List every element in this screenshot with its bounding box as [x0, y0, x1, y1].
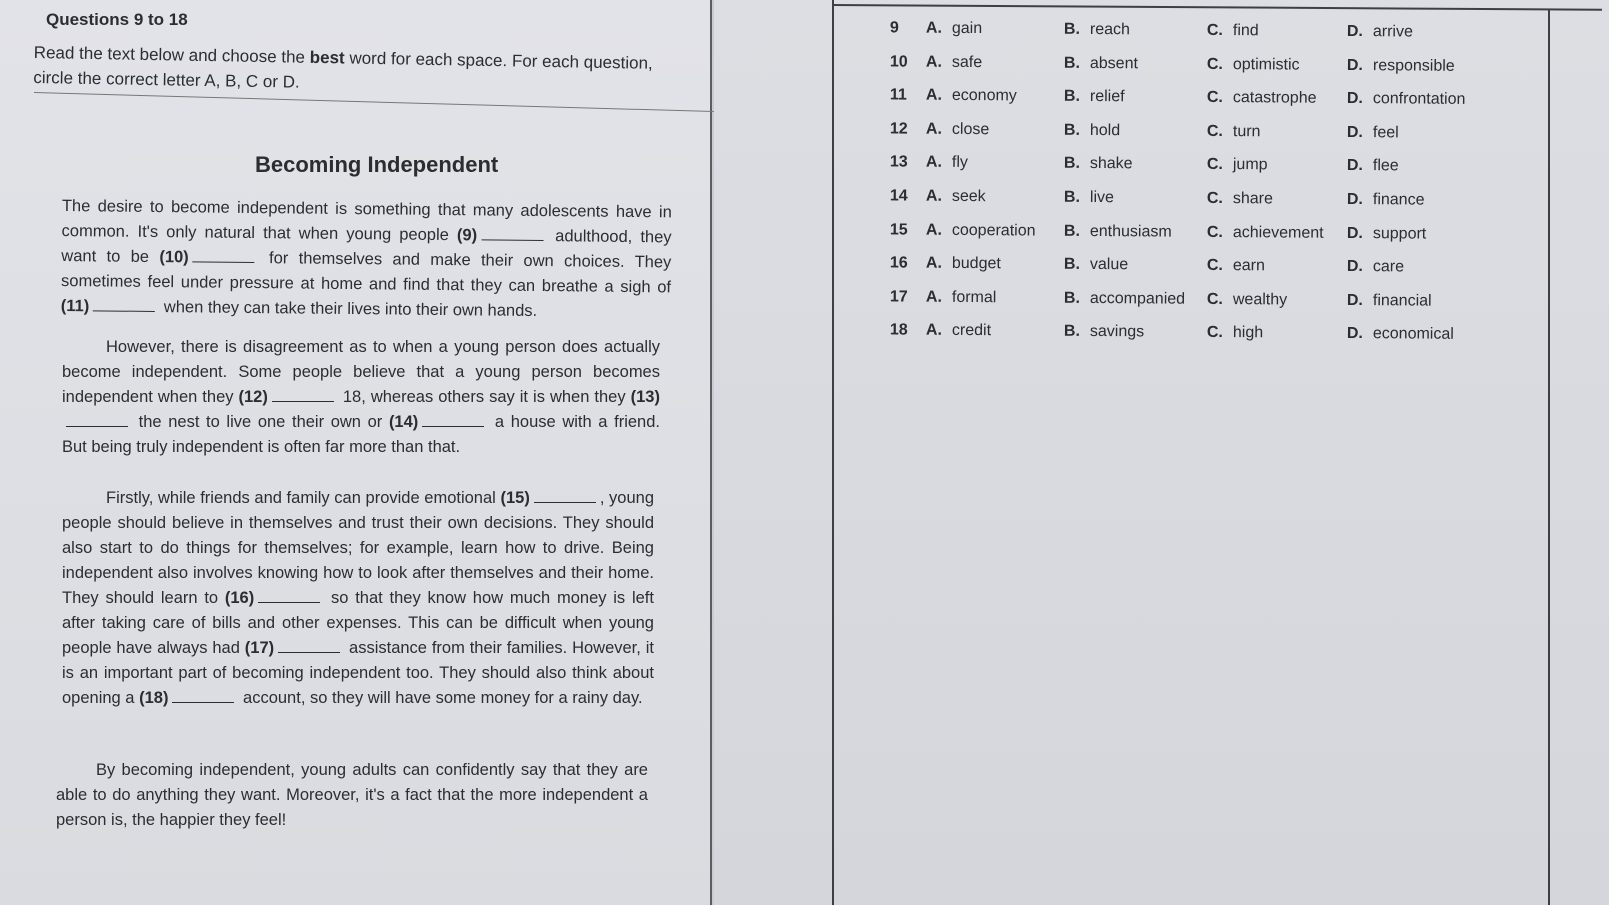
right-page	[714, 0, 1609, 905]
option-letter: B.	[1063, 54, 1080, 72]
option-letter: B.	[1063, 222, 1080, 240]
blank-14	[422, 412, 484, 427]
question-number: 17	[889, 288, 908, 306]
blank-16	[258, 588, 320, 603]
instructions-text-3: circle the correct letter A, B, C or D.	[33, 67, 300, 92]
option-word: gain	[951, 19, 983, 38]
option-letter: D.	[1346, 291, 1363, 309]
p3-text-a: Firstly, while friends and family can provide emotional	[106, 489, 496, 507]
option-letter: A.	[925, 86, 942, 104]
option-b[interactable]	[1064, 290, 1185, 309]
option-b[interactable]	[1064, 21, 1130, 40]
option-b[interactable]	[1064, 122, 1120, 140]
option-c[interactable]	[1207, 156, 1268, 174]
option-a[interactable]	[926, 255, 1001, 274]
option-word: enthusiasm	[1089, 222, 1172, 241]
p2-text-c: the nest to live one their own or	[138, 413, 383, 431]
option-letter: B.	[1063, 20, 1080, 38]
option-d[interactable]	[1347, 23, 1413, 42]
option-word: jump	[1232, 156, 1268, 174]
blank-9	[481, 225, 543, 241]
question-number: 9	[889, 19, 899, 37]
questions-heading: Questions 9 to 18	[46, 10, 188, 29]
instructions-text-1: Read the text below and choose the	[33, 42, 306, 67]
question-row-12	[714, 119, 1609, 156]
option-c[interactable]	[1207, 324, 1263, 342]
option-word: responsible	[1372, 56, 1455, 75]
option-letter: B.	[1063, 87, 1080, 106]
option-word: cooperation	[951, 221, 1036, 240]
paragraph-3	[62, 486, 654, 711]
option-word: economy	[951, 87, 1017, 105]
option-d[interactable]	[1347, 325, 1454, 344]
question-number: 13	[889, 153, 908, 171]
instructions	[33, 40, 734, 102]
option-word: achievement	[1232, 223, 1324, 242]
question-row-15	[714, 220, 1609, 257]
option-letter: B.	[1063, 323, 1080, 341]
frame-line-top	[832, 4, 1602, 11]
option-letter: D.	[1346, 123, 1363, 141]
option-word: seek	[951, 187, 986, 206]
option-letter: D.	[1346, 157, 1363, 175]
option-letter: A.	[925, 288, 942, 306]
question-number: 16	[889, 254, 908, 272]
option-d[interactable]	[1347, 90, 1466, 109]
option-letter: C.	[1206, 156, 1223, 174]
option-letter: D.	[1346, 190, 1363, 209]
p3-text-c: so that they know how much money is left after taking care of bills and other expenses. This can be difficult when young people have always had	[62, 589, 654, 657]
option-word: savings	[1089, 323, 1145, 341]
option-word: credit	[951, 322, 992, 340]
option-word: care	[1372, 258, 1405, 276]
option-word: safe	[951, 53, 983, 71]
blank-15-label: (15)	[500, 489, 530, 507]
option-b[interactable]	[1064, 88, 1125, 106]
question-number: 11	[889, 86, 907, 104]
option-word: live	[1089, 188, 1115, 207]
option-b[interactable]	[1064, 222, 1172, 241]
option-word: feel	[1372, 123, 1399, 142]
option-letter: D.	[1346, 56, 1363, 74]
option-b[interactable]	[1064, 189, 1114, 207]
p1-text-c: for themselves and make their own choices. They sometimes feel under pressure at home and find that they can breathe a sigh of	[60, 249, 672, 297]
option-letter: C.	[1206, 324, 1223, 342]
paragraph-1	[61, 194, 672, 325]
blank-17	[278, 638, 340, 653]
option-a[interactable]	[926, 188, 986, 206]
option-letter: D.	[1346, 325, 1363, 343]
option-a[interactable]	[926, 87, 1017, 106]
option-d[interactable]	[1347, 225, 1427, 244]
option-a[interactable]	[926, 221, 1036, 240]
blank-18	[172, 688, 234, 703]
blank-15	[534, 488, 596, 503]
option-letter: A.	[925, 187, 942, 205]
option-word: formal	[951, 288, 997, 307]
option-letter: A.	[925, 322, 942, 340]
option-letter: C.	[1206, 189, 1223, 207]
option-letter: B.	[1063, 121, 1080, 139]
blank-12	[272, 387, 334, 402]
question-row-18	[714, 320, 1609, 357]
option-letter: A.	[925, 154, 942, 172]
question-row-9	[714, 18, 1609, 55]
blank-16-label: (16)	[224, 589, 255, 607]
option-letter: D.	[1346, 22, 1363, 41]
option-c[interactable]	[1207, 22, 1259, 40]
option-d[interactable]	[1347, 157, 1399, 175]
p2-text-d: a house with a friend. But being truly independent is often far more than that.	[62, 413, 660, 456]
blank-14-label: (14)	[388, 413, 419, 431]
option-word: value	[1089, 256, 1129, 274]
option-d[interactable]	[1347, 124, 1399, 142]
question-number: 18	[889, 321, 908, 339]
option-a[interactable]	[926, 288, 997, 307]
option-c[interactable]	[1207, 291, 1287, 310]
option-word: flee	[1372, 157, 1399, 175]
p3-text-d: assistance from their families. However, it is an important part of becoming independent too. They should also think about opening a	[62, 639, 654, 707]
option-word: relief	[1089, 88, 1125, 106]
option-letter: A.	[925, 254, 942, 272]
blank-10-label: (10)	[159, 248, 189, 267]
option-letter: A.	[925, 19, 942, 37]
option-b[interactable]	[1064, 54, 1138, 73]
option-c[interactable]	[1207, 223, 1324, 242]
option-a[interactable]	[926, 120, 989, 138]
option-c[interactable]	[1207, 55, 1300, 74]
question-row-13	[714, 152, 1609, 189]
question-number: 12	[889, 120, 908, 138]
option-letter: D.	[1346, 90, 1363, 108]
blank-9-label: (9)	[456, 226, 478, 245]
question-row-17	[714, 287, 1609, 324]
option-d[interactable]	[1347, 258, 1404, 276]
instructions-text-2: word for each space. For each question,	[349, 48, 653, 73]
option-word: find	[1232, 22, 1259, 40]
option-b[interactable]	[1064, 155, 1133, 174]
question-row-10	[714, 52, 1609, 89]
option-word: absent	[1089, 54, 1139, 72]
question-number: 14	[889, 187, 908, 205]
option-letter: C.	[1206, 257, 1223, 275]
option-letter: B.	[1063, 188, 1080, 206]
option-letter: D.	[1346, 224, 1363, 242]
option-letter: B.	[1063, 255, 1080, 274]
option-word: close	[951, 120, 990, 138]
option-word: wealthy	[1232, 290, 1288, 309]
option-word: catastrophe	[1232, 89, 1317, 107]
option-d[interactable]	[1347, 57, 1455, 76]
option-word: finance	[1372, 191, 1425, 209]
option-letter: C.	[1206, 122, 1223, 140]
option-b[interactable]	[1064, 256, 1128, 275]
option-word: reach	[1089, 20, 1131, 39]
question-row-16	[714, 253, 1609, 290]
paragraph-2	[62, 335, 660, 460]
option-b[interactable]	[1064, 323, 1144, 342]
question-number: 15	[889, 220, 908, 239]
blank-11	[93, 296, 155, 312]
option-word: support	[1372, 224, 1427, 243]
option-d[interactable]	[1347, 191, 1425, 210]
option-a[interactable]	[926, 154, 968, 172]
question-row-11	[714, 85, 1609, 122]
option-word: turn	[1232, 122, 1261, 141]
blank-12-label: (12)	[238, 388, 268, 406]
p1-text-d: when they can take their lives into their own hands.	[163, 298, 538, 320]
question-row-14	[714, 186, 1609, 223]
option-letter: A.	[925, 120, 942, 138]
p2-text-a: However, there is disagreement as to when a young person does actually become independent. Some people believe that a young person becomes independent when they	[62, 338, 660, 406]
option-a[interactable]	[926, 322, 991, 341]
option-letter: A.	[925, 221, 942, 239]
blank-17-label: (17)	[244, 639, 275, 657]
option-letter: C.	[1206, 21, 1223, 39]
blank-18-label: (18)	[139, 689, 169, 707]
blank-13-label: (13)	[630, 388, 660, 406]
blank-13	[66, 412, 128, 427]
option-letter: C.	[1206, 223, 1223, 241]
option-word: confrontation	[1372, 90, 1466, 109]
option-letter: D.	[1346, 258, 1363, 276]
passage-title: Becoming Independent	[255, 152, 499, 177]
p3-text-e: account, so they will have some money for a rainy day.	[243, 689, 643, 707]
instructions-bold-word: best	[309, 47, 345, 68]
option-word: hold	[1089, 121, 1121, 139]
p3-text-b: , young people should believe in themselves and trust their own decisions. They should also start to do things for themselves; for example, learn how to drive. Being independent also involves knowing how to look after themselves and their home. They should learn to	[62, 489, 654, 607]
option-word: high	[1232, 324, 1264, 342]
option-letter: C.	[1206, 55, 1223, 73]
option-word: earn	[1232, 257, 1266, 275]
option-word: fly	[951, 154, 968, 172]
option-letter: B.	[1063, 289, 1080, 307]
blank-11-label: (11)	[60, 296, 90, 316]
option-c[interactable]	[1207, 123, 1261, 141]
question-number: 10	[889, 52, 908, 71]
option-word: financial	[1372, 291, 1432, 310]
option-letter: C.	[1206, 290, 1223, 308]
option-d[interactable]	[1347, 292, 1432, 311]
blank-10	[193, 247, 255, 263]
option-letter: A.	[925, 53, 942, 71]
option-word: share	[1232, 190, 1274, 208]
option-word: shake	[1089, 155, 1133, 173]
left-page	[0, 0, 712, 905]
p1-text-a: The desire to become independent is something that many adolescents have in common. It's only natural that when young people	[61, 196, 672, 245]
option-a[interactable]	[926, 20, 982, 38]
option-letter: C.	[1206, 89, 1223, 107]
option-word: accompanied	[1089, 289, 1186, 308]
p1-text-b: adulthood, they want to be	[61, 227, 672, 266]
option-a[interactable]	[926, 53, 982, 71]
option-c[interactable]	[1207, 190, 1273, 209]
option-word: budget	[951, 255, 1001, 273]
option-word: economical	[1372, 325, 1454, 344]
paragraph-4: By becoming independent, young adults can confidently say that they are able to do anything they want. Moreover, it's a fact that the more independent a person is, the happier they feel!	[56, 761, 648, 829]
option-word: arrive	[1372, 23, 1413, 41]
option-letter: B.	[1063, 155, 1080, 173]
option-c[interactable]	[1207, 89, 1317, 108]
option-c[interactable]	[1207, 257, 1265, 275]
option-word: optimistic	[1232, 55, 1300, 74]
p2-text-b: 18, whereas others say it is when they	[342, 388, 626, 406]
